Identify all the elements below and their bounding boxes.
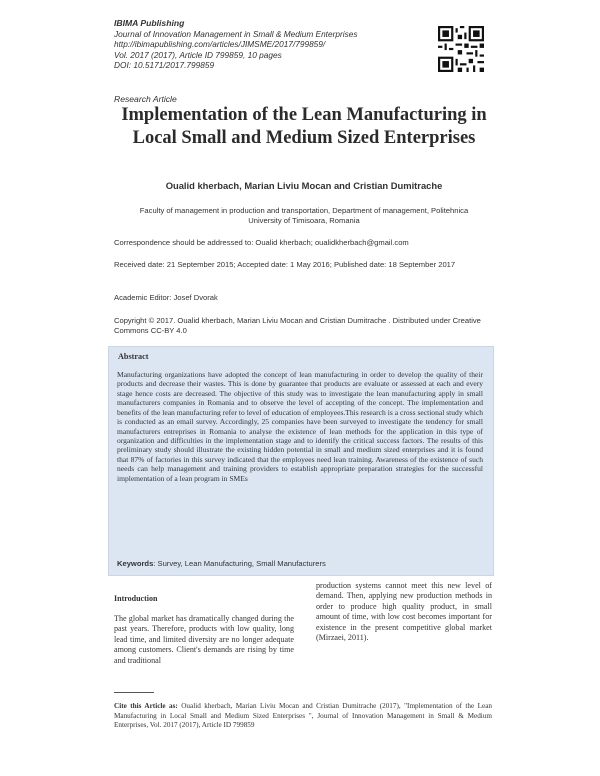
volume-info: Vol. 2017 (2017), Article ID 799859, 10 pages (114, 49, 282, 60)
authors: Oualid kherbach, Marian Liviu Mocan and Cristian Dumitrache (165, 180, 443, 191)
affiliation: Faculty of management in production and transportation, Department of management, Politehnica University of Timisoara, Romania (139, 206, 469, 226)
citation-text: Oualid kherbach, Marian Liviu Mocan and Cristian Dumitrache (2017), "Implementation of the Lean Manufacturing in Local Small and Medium Sized Enterprises ", Journal of Innovation Management in Small & Medium Enterprises, Vol. 2017 (2017), Article ID 799859 (114, 702, 492, 730)
abstract-heading: Abstract (118, 352, 149, 361)
keywords (117, 559, 326, 568)
citation-label: Cite this Article as: (114, 702, 178, 710)
correspondence: Correspondence should be addressed to: Oualid kherbach; oualidkherbach@gmail.com (114, 238, 409, 247)
introduction-heading: Introduction (114, 594, 158, 603)
journal-header (114, 18, 434, 71)
abstract-text: Manufacturing organizations have adopted the concept of lean manufacturing in order to develop the quality of their products and decrease their wastes. This is done by guarantee that products are evaluate or assessed at each and every stage hence costs are decreased. The objective of this study was to investigate the lean manufacturing apply in small manufacturers companies in Romania and to observe the level of accepting of the concept. The implementation and benefits of the lean manufacturing refer to level of education of employees.This research is a cross sectional study which is conducted as an email survey. Accordingly, 25 companies have been surveyed to investigate the tendency for small manufacturers entreprises in Romania to analyse the existence of lean methods for the application in this type of organization and difficulties in the implementation stage and to identify the critical success factors. The results of this preliminary study should illustrate the existing hidden potential in small and medium sized enterprises and it is found that 87% of factories in this survey indicated that the employees need lean training. Awareness of the existence of such needs can help management and training providers to establish appropriate preparation strategies for the successful implementation of a lean program in SMEs (117, 370, 483, 483)
journal-name: Journal of Innovation Management in Small & Medium Enterprises (114, 28, 358, 39)
keywords-label: Keywords (117, 559, 154, 568)
paper-title: Implementation of the Lean Manufacturing in Local Small and Medium Sized Enterprises (121, 105, 487, 148)
intro-left-column: The global market has dramatically changed during the past years. Therefore, products with low quality, long lead time, and limited diversity are no longer adequate among customers. Client's demands are rising by time and traditional (114, 614, 294, 665)
copyright: Copyright © 2017. Oualid kherbach, Marian Liviu Mocan and Cristian Dumitrache . Distributed under Creative Commons CC-BY 4.0 (114, 316, 481, 335)
dates: Received date: 21 September 2015; Accepted date: 1 May 2016; Published date: 18 September 2017 (114, 260, 456, 269)
keywords-text: : Survey, Lean Manufacturing, Small Manufacturers (153, 559, 326, 568)
citation (114, 702, 492, 730)
qr-code-icon (438, 26, 484, 72)
academic-editor: Academic Editor: Josef Dvorak (114, 293, 218, 302)
footnote-divider (114, 692, 154, 693)
article-type: Research Article (114, 94, 177, 104)
intro-right-column: production systems cannot meet this new level of demand. Then, applying new production methods in order to produce high quality product, in small amount of time, with low cost becomes important for existence in the present competitive global market (Mirzaei, 2011). (316, 581, 492, 643)
doi: DOI: 10.5171/2017.799859 (114, 60, 215, 71)
article-url[interactable]: http://ibimapublishing.com/articles/JIMSME/2017/799859/ (114, 39, 326, 50)
publisher-name: IBIMA Publishing (114, 18, 185, 28)
